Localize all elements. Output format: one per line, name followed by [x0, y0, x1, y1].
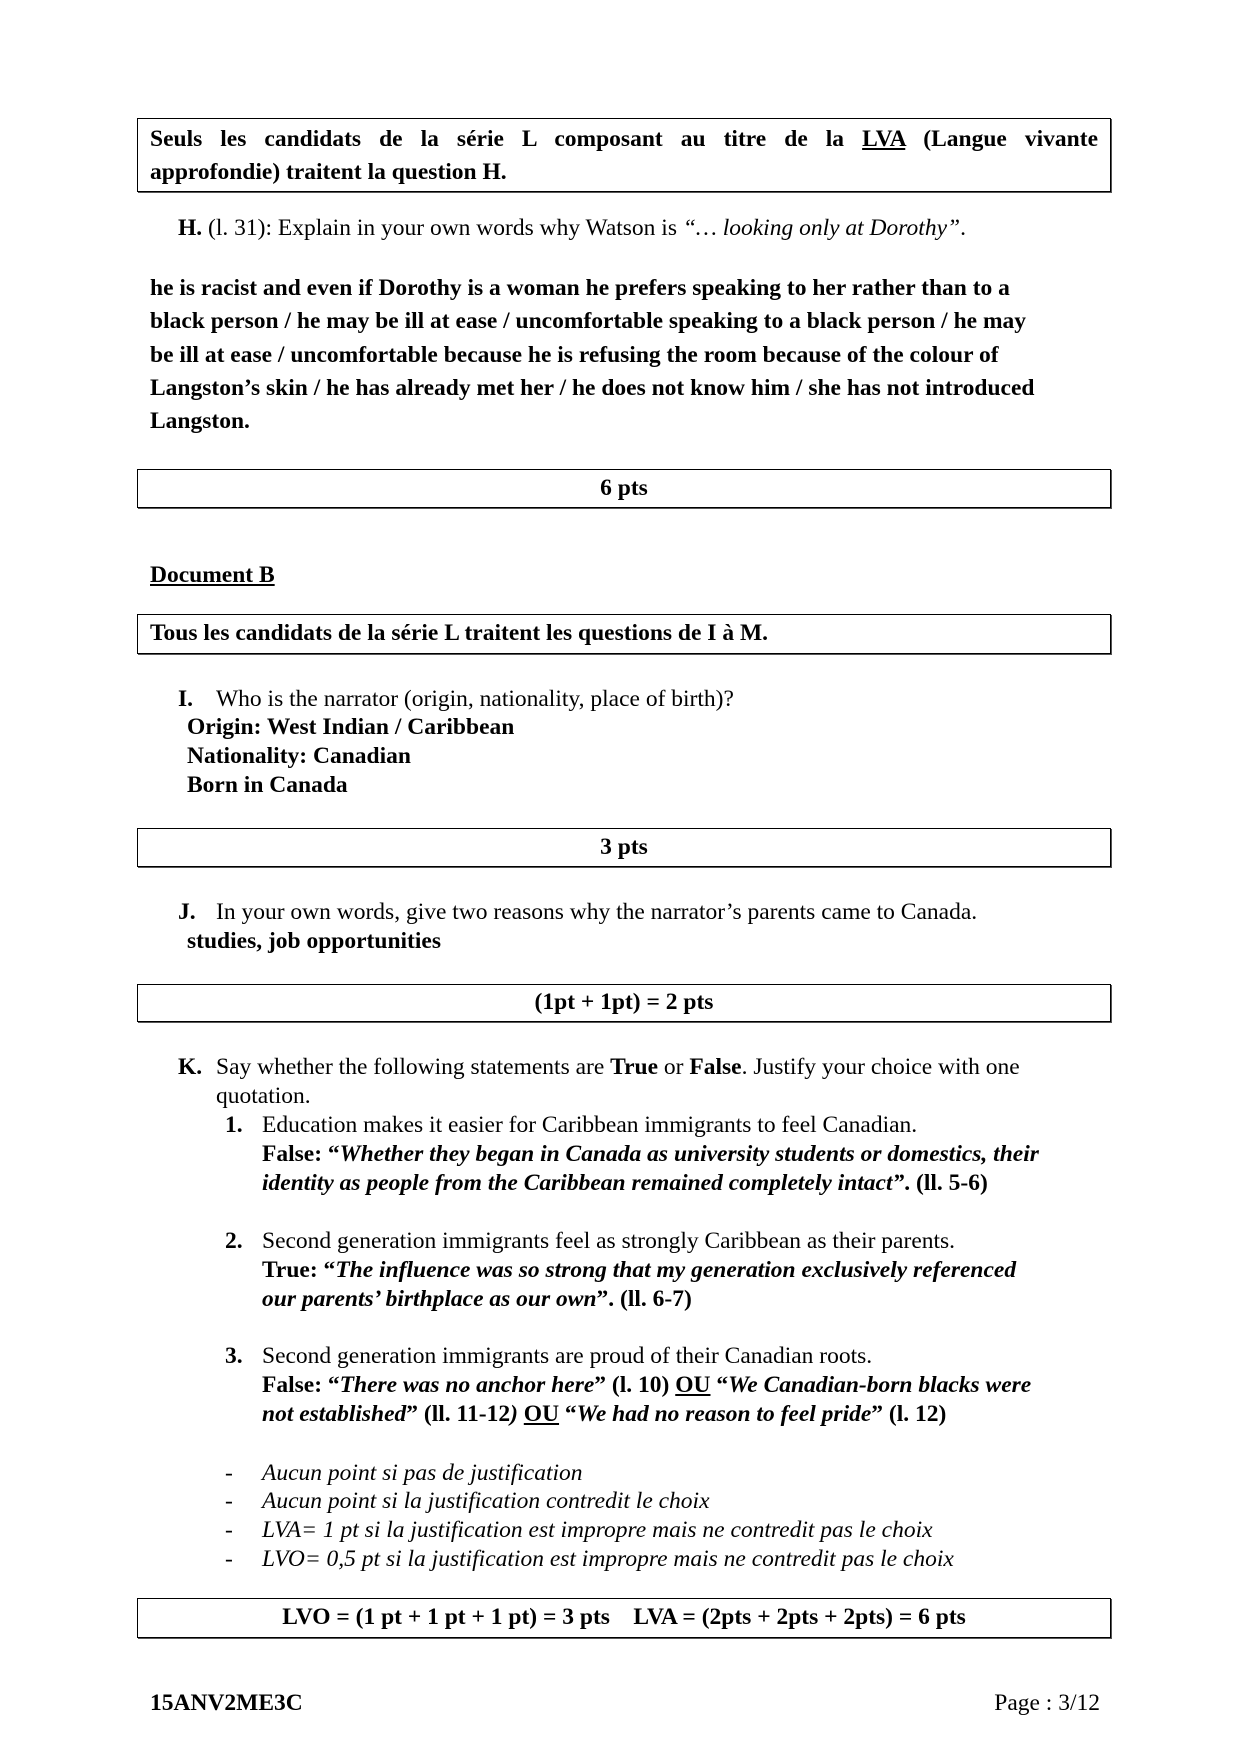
quotation: We Canadian-born blacks were	[728, 1372, 1032, 1398]
points-box-k: LVO = (1 pt + 1 pt + 1 pt) = 3 pts LVA = (2pts + 2pts + 2pts) = 6 pts	[137, 1598, 1111, 1638]
verdict: False: “	[262, 1372, 340, 1398]
lva-abbrev: LVA	[862, 126, 906, 152]
question-text: (l. 31): Explain in your own words why Watson is	[208, 215, 677, 241]
quotation: identity as people from the Caribbean remained completely intact”	[262, 1170, 905, 1196]
points-box-h: 6 pts	[137, 469, 1111, 508]
true-word: True	[610, 1054, 659, 1080]
item-number: 3.	[225, 1343, 243, 1369]
lva-instruction-line2: approfondie) traitent la question H.	[150, 159, 507, 185]
points-box-j: (1pt + 1pt) = 2 pts	[137, 984, 1111, 1022]
text: .	[960, 215, 966, 241]
note-bullet: -	[225, 1517, 233, 1543]
item-statement: Second generation immigrants feel as strongly Caribbean as their parents.	[262, 1228, 956, 1254]
verdict: True: “	[262, 1257, 336, 1283]
scoring-note: LVA= 1 pt si la justification est impropre mais ne contredit pas le choix	[262, 1517, 933, 1543]
question-text	[216, 1052, 1020, 1082]
line-reference: ”. (ll. 6-7)	[596, 1286, 692, 1312]
question-label: J.	[178, 899, 196, 925]
question-label: I.	[178, 686, 194, 712]
answer-line: be ill at ease / uncomfortable because he is refusing the room because of the colour of	[150, 342, 999, 368]
text: Say whether the following statements are	[216, 1054, 605, 1080]
answer-line: Origin: West Indian / Caribbean	[187, 714, 515, 740]
page-number: Page : 3/12	[994, 1690, 1100, 1716]
text: . Justify your choice with one	[741, 1054, 1020, 1080]
question-quote: “… looking only at Dorothy”	[682, 215, 961, 241]
answer-line: black person / he may be ill at ease / uncomfortable speaking to a black person / he may	[150, 308, 1027, 334]
item-statement: Second generation immigrants are proud of their Canadian roots.	[262, 1343, 873, 1369]
scoring-note: Aucun point si la justification contredit le choix	[262, 1488, 710, 1514]
ou-separator: OU	[523, 1401, 560, 1427]
answer-line: Nationality: Canadian	[187, 743, 411, 769]
scoring-note: Aucun point si pas de justification	[262, 1460, 583, 1486]
item-answer	[262, 1370, 1031, 1400]
item-number: 2.	[225, 1228, 243, 1254]
note-bullet: -	[225, 1546, 233, 1572]
false-word: False	[689, 1054, 742, 1080]
quotation: Whether they began in Canada as university students or domestics, their	[339, 1141, 1039, 1167]
document-code: 15ANV2ME3C	[150, 1690, 303, 1716]
text: )	[510, 1401, 518, 1427]
question-h	[178, 213, 966, 243]
line-reference: ” (l. 10)	[594, 1372, 670, 1398]
item-answer	[262, 1399, 946, 1429]
answer-line: Born in Canada	[187, 772, 348, 798]
question-text: Who is the narrator (origin, nationality, place of birth)?	[216, 686, 734, 712]
item-answer	[262, 1284, 692, 1314]
note-bullet: -	[225, 1488, 233, 1514]
document-b-instruction-box: Tous les candidats de la série L traitent les questions de I à M.	[137, 614, 1111, 654]
quotation: not established	[262, 1401, 407, 1427]
text: “	[710, 1372, 729, 1398]
question-j	[178, 897, 978, 927]
answer-line: Langston’s skin / he has already met her / he does not know him / she has not introduced	[150, 375, 1035, 401]
answer-line: Langston.	[150, 408, 250, 434]
item-answer	[262, 1255, 1016, 1285]
item-answer	[262, 1139, 1039, 1169]
scoring-note: LVO= 0,5 pt si la justification est impropre mais ne contredit pas le choix	[262, 1546, 954, 1572]
question-label: H.	[178, 215, 203, 241]
question-k	[178, 1052, 1020, 1082]
lva-instruction-box	[137, 118, 1111, 192]
question-text-line2: quotation.	[216, 1083, 311, 1109]
item-number: 1.	[225, 1112, 243, 1138]
line-reference: . (ll. 5-6)	[904, 1170, 988, 1196]
quotation: There was no anchor here	[339, 1372, 595, 1398]
question-i	[178, 684, 734, 714]
lva-instruction-line1	[150, 123, 1098, 156]
text: or	[663, 1054, 684, 1080]
text: “	[559, 1401, 577, 1427]
verdict: False: “	[262, 1141, 340, 1167]
question-label: K.	[178, 1054, 203, 1080]
question-text: In your own words, give two reasons why the narrator’s parents came to Canada.	[216, 899, 978, 925]
text: (Langue vivante	[923, 126, 1099, 152]
quotation: The influence was so strong that my generation exclusively referenced	[335, 1257, 1017, 1283]
quotation: our parents’ birthplace as our own	[262, 1286, 597, 1312]
note-bullet: -	[225, 1460, 233, 1486]
document-b-heading: Document B	[150, 562, 275, 588]
quotation: We had no reason to feel pride	[576, 1401, 872, 1427]
item-answer	[262, 1168, 988, 1198]
answer-line: he is racist and even if Dorothy is a woman he prefers speaking to her rather than to a	[150, 275, 1010, 301]
line-reference: ” (ll. 11-12	[406, 1401, 511, 1427]
answer-line: studies, job opportunities	[187, 928, 441, 954]
points-box-i: 3 pts	[137, 828, 1111, 867]
text: Seuls les candidats de la série L composant au titre de la	[150, 126, 845, 152]
item-statement: Education makes it easier for Caribbean immigrants to feel Canadian.	[262, 1112, 918, 1138]
ou-separator: OU	[675, 1372, 711, 1398]
line-reference: ” (l. 12)	[871, 1401, 947, 1427]
